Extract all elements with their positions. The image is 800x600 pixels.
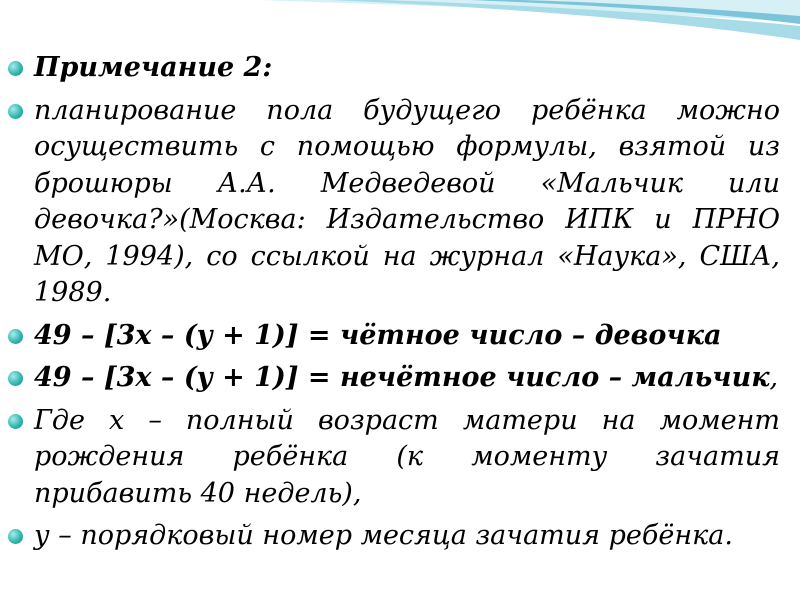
list-item-x-definition — [8, 403, 780, 513]
note-title: Примечание 2: — [34, 52, 273, 83]
y-definition: у – порядковый номер месяца зачатия ребёнка. — [34, 520, 733, 551]
bullet-icon — [8, 414, 23, 429]
list-item-formula-boy — [8, 360, 780, 397]
slide-body — [8, 50, 780, 561]
list-item-formula-girl — [8, 318, 780, 355]
list-item-description — [8, 93, 780, 312]
list-item-y-definition — [8, 518, 780, 555]
formula-girl: 49 – [3х – (у + 1)] = чётное число – девочка — [34, 319, 722, 351]
bullet-icon — [8, 371, 23, 386]
description-text: планирование пола будущего ребёнка можно осуществить с помощью формулы, взятой из брошюры А.А. Медведевой «Мальчик или девочка?»(Москва: Издательство ИПК и ПРНО МО, 1994), со ссылкой на журнал «Наука», США, 1989. — [34, 94, 780, 308]
x-definition: Где х – полный возраст матери на момент рождения ребёнка (к моменту зачатия прибавить 40 недель), — [34, 404, 780, 509]
bullet-icon — [8, 61, 23, 76]
formula-boy: 49 – [3х – (у + 1)] = нечётное число – мальчик — [34, 362, 770, 393]
bullet-icon — [8, 104, 23, 119]
list-item-note-title — [8, 50, 780, 87]
bullet-icon — [8, 529, 23, 544]
formula-boy-tail: , — [769, 362, 779, 393]
bullet-icon — [8, 329, 23, 344]
